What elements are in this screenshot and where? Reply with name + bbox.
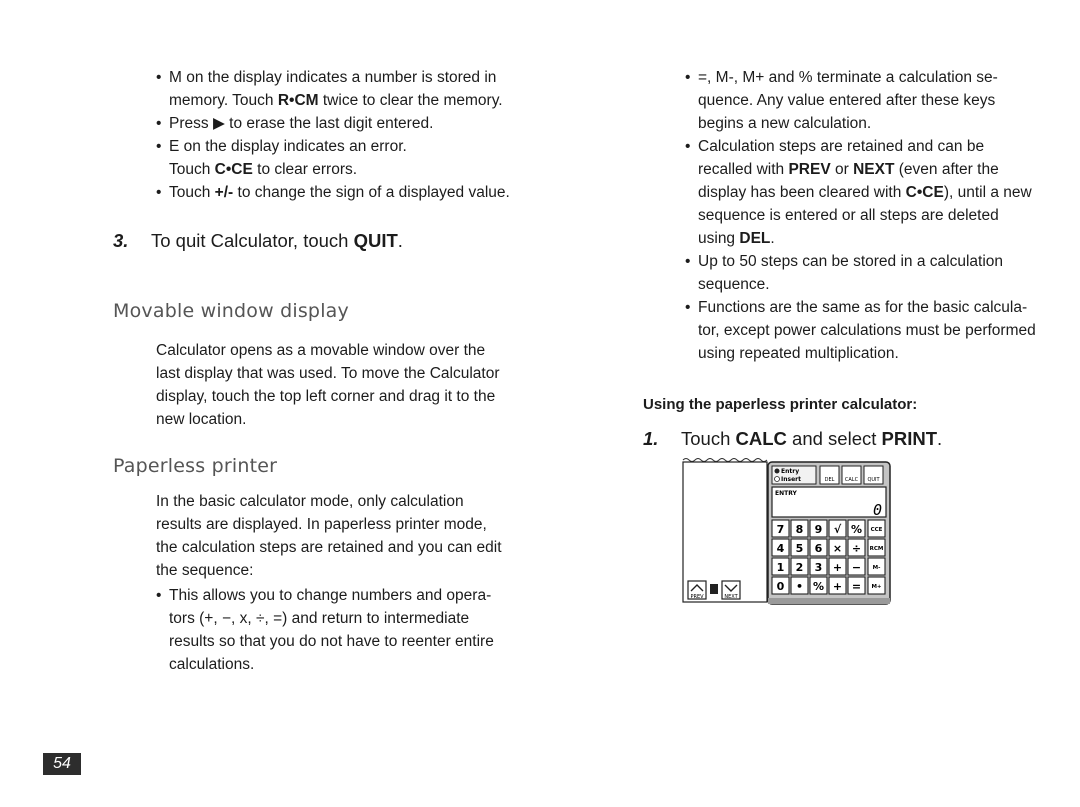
key-label: 9: [814, 523, 823, 536]
key-name: PREV: [788, 161, 831, 178]
section-heading-movable: Movable window display: [113, 300, 349, 322]
text-line: • Calculation steps are retained and can be: [698, 138, 985, 155]
calc-key[interactable]: [848, 577, 865, 594]
key-label: 1: [776, 561, 785, 574]
calc-key[interactable]: [848, 520, 865, 537]
bullet-item: [685, 135, 1080, 250]
key-label: CCE: [870, 527, 883, 533]
calc-key[interactable]: [791, 520, 808, 537]
text-line: the sequence:: [156, 562, 254, 579]
text-line: the calculation steps are retained and you can edit: [156, 539, 502, 556]
key-label: 5: [795, 542, 804, 555]
calc-key[interactable]: [848, 539, 865, 556]
next-key[interactable]: [722, 581, 740, 600]
key-label: −: [851, 561, 862, 574]
key-label: √: [833, 523, 842, 536]
calc-key[interactable]: [791, 539, 808, 556]
bullet-item: [156, 66, 556, 112]
command-name: QUIT: [353, 230, 398, 251]
calc-key[interactable]: [810, 520, 827, 537]
key-label: RCM: [869, 546, 884, 552]
prev-label: PREV: [690, 594, 704, 600]
key-label: %: [850, 523, 863, 536]
calc-top-key-calc[interactable]: [842, 466, 861, 484]
insert-option[interactable]: Insert: [781, 476, 801, 483]
calc-key[interactable]: [868, 539, 885, 556]
movable-window-paragraph: [156, 339, 499, 431]
printer-icon: [710, 584, 718, 594]
display-value: 0: [872, 501, 882, 519]
step-3: [113, 229, 403, 253]
bullet-item: [156, 112, 556, 135]
text-line: memory. Touch R•CM twice to clear the memory.: [169, 92, 503, 109]
calc-key[interactable]: [810, 539, 827, 556]
calc-key[interactable]: [810, 577, 827, 594]
key-label: +: [832, 561, 843, 574]
calc-key[interactable]: [829, 520, 846, 537]
step-text: Touch CALC and select PRINT.: [681, 428, 943, 449]
bullet-item: [685, 250, 1080, 296]
text-line: results are displayed. In paperless printer mode,: [156, 516, 487, 533]
key-label: 2: [795, 561, 804, 574]
key-label: 6: [814, 542, 823, 555]
calc-key[interactable]: [791, 577, 808, 594]
key-name: ▶: [212, 115, 225, 132]
key-label: M+: [871, 584, 882, 590]
key-label: %: [812, 580, 825, 593]
text-line: • Press ▶ to erase the last digit entered.: [169, 115, 434, 132]
text-line: display, touch the top left corner and drag it to the: [156, 388, 496, 405]
text-line: sequence is entered or all steps are deleted: [698, 207, 999, 224]
key-label: •: [795, 580, 804, 593]
text-line: • Up to 50 steps can be stored in a calculation: [698, 253, 1004, 270]
radio-selected-icon: [775, 469, 780, 474]
key-label: QUIT: [867, 477, 880, 483]
radio-unselected-icon: [775, 477, 780, 482]
text-line: Calculator opens as a movable window over the: [156, 342, 486, 359]
key-name: R•CM: [277, 92, 319, 109]
key-label: +: [832, 580, 843, 593]
step-text: To quit Calculator, touch QUIT.: [151, 230, 403, 251]
calc-key[interactable]: [868, 577, 885, 594]
key-name: C•CE: [905, 184, 944, 201]
text-line: • This allows you to change numbers and opera-: [169, 587, 492, 604]
calc-key[interactable]: [868, 520, 885, 537]
next-label: NEXT: [724, 594, 738, 600]
calc-top-key-quit[interactable]: [864, 466, 883, 484]
text-line: In the basic calculator mode, only calculation: [156, 493, 464, 510]
step-number: 1.: [643, 428, 659, 449]
bullet-item: [156, 135, 556, 181]
key-label: M-: [872, 565, 881, 571]
text-line: • Functions are the same as for the basic calcula-: [698, 299, 1028, 316]
calc-key[interactable]: [868, 558, 885, 575]
calc-key[interactable]: [810, 558, 827, 575]
mode-buttons: [772, 466, 816, 484]
key-label: CALC: [844, 477, 859, 483]
text-line: results so that you do not have to reenter entire: [169, 633, 494, 650]
calculator-base-strip: [768, 598, 890, 604]
step-1: [643, 427, 942, 451]
key-label: =: [851, 580, 862, 593]
right-tip-list: [685, 66, 1080, 365]
text-line: • =, M-, M+ and % terminate a calculation se-: [698, 69, 998, 86]
section-heading-paperless: Paperless printer: [113, 455, 278, 477]
text-line: using DEL.: [698, 230, 775, 247]
text-line: tors (+, −, x, ÷, =) and return to intermediate: [169, 610, 470, 627]
text-line: display has been cleared with C•CE), until a new: [698, 184, 1032, 201]
text-line: using repeated multiplication.: [698, 345, 899, 362]
subheading-paperless-calculator: Using the paperless printer calculator:: [643, 396, 918, 413]
bullet-item: [156, 584, 556, 676]
calc-key[interactable]: [772, 577, 789, 594]
text-line: • E on the display indicates an error.: [169, 138, 407, 155]
paper-tape-edge: [683, 459, 767, 462]
calc-key[interactable]: [791, 558, 808, 575]
text-line: new location.: [156, 411, 247, 428]
key-name: C•CE: [214, 161, 253, 178]
display-label: ENTRY: [775, 490, 797, 497]
key-label: DEL: [824, 477, 835, 483]
calc-key[interactable]: [848, 558, 865, 575]
text-line: begins a new calculation.: [698, 115, 872, 132]
text-line: tor, except power calculations must be performed: [698, 322, 1036, 339]
calc-key[interactable]: [772, 558, 789, 575]
text-line: recalled with PREV or NEXT (even after the: [698, 161, 999, 178]
entry-option[interactable]: Entry: [781, 468, 800, 475]
left-tip-list: [156, 66, 556, 204]
bullet-item: [685, 296, 1080, 365]
key-label: 8: [795, 523, 804, 536]
calc-key[interactable]: [829, 558, 846, 575]
calc-top-key-del[interactable]: [820, 466, 839, 484]
bullet-item: [685, 66, 1080, 135]
text-line: calculations.: [169, 656, 255, 673]
key-label: ×: [832, 542, 843, 555]
calc-key[interactable]: [772, 520, 789, 537]
page-number: 54: [43, 753, 81, 775]
text-line: last display that was used. To move the Calculator: [156, 365, 500, 382]
paperless-printer-paragraph: [156, 490, 502, 582]
text-line: quence. Any value entered after these keys: [698, 92, 996, 109]
key-name: NEXT: [853, 161, 895, 178]
key-label: 7: [776, 523, 785, 536]
key-label: ÷: [851, 542, 862, 555]
prev-key[interactable]: [688, 581, 706, 600]
paperless-tip-list: [156, 584, 556, 676]
command-name: CALC: [735, 428, 787, 449]
key-name: +/-: [214, 184, 234, 201]
step-number: 3.: [113, 230, 129, 251]
command-name: PRINT: [881, 428, 938, 449]
text-line: sequence.: [698, 276, 770, 293]
text-line: Touch C•CE to clear errors.: [169, 161, 358, 178]
key-label: 3: [814, 561, 823, 574]
calculator-screenshot-figure: [680, 458, 900, 608]
top-key-row: [820, 466, 883, 484]
key-label: 0: [776, 580, 785, 593]
key-label: 4: [776, 542, 785, 555]
calc-key[interactable]: [829, 539, 846, 556]
text-line: • Touch +/- to change the sign of a displayed value.: [169, 184, 510, 201]
text-line: • M on the display indicates a number is stored in: [169, 69, 497, 86]
calc-key[interactable]: [772, 539, 789, 556]
bullet-item: [156, 181, 556, 204]
calc-key[interactable]: [829, 577, 846, 594]
key-name: DEL: [739, 230, 771, 247]
